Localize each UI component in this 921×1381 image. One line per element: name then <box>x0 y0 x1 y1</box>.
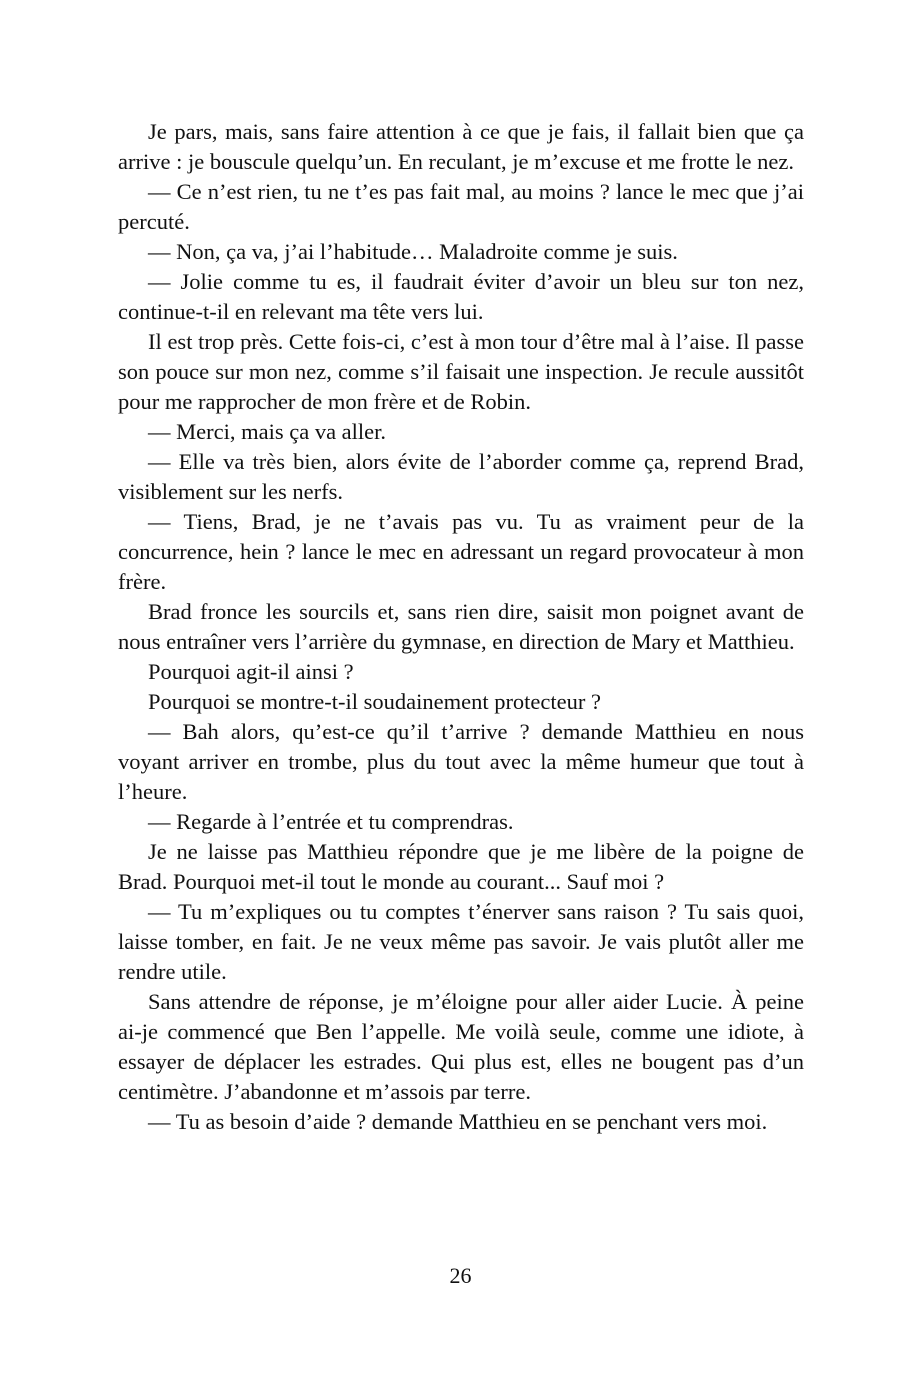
paragraph: — Non, ça va, j’ai l’habitude… Maladroite comme je suis. <box>148 239 678 264</box>
page-number: 26 <box>449 1263 472 1288</box>
paragraph: Brad fronce les sourcils et, sans rien dire, saisit mon poignet avant de nous entraîner vers l’arrière du gymnase, en direction de Mary et Matthieu. <box>118 599 804 654</box>
paragraph: — Tu as besoin d’aide ? demande Matthieu en se penchant vers moi. <box>148 1109 768 1134</box>
body-text <box>118 117 804 1137</box>
paragraph: Pourquoi se montre-t-il soudainement protecteur ? <box>148 689 601 714</box>
paragraph: — Merci, mais ça va aller. <box>148 419 387 444</box>
paragraph: Pourquoi agit-il ainsi ? <box>148 659 354 684</box>
paragraph: Sans attendre de réponse, je m’éloigne pour aller aider Lucie. À peine ai-je commencé que Ben l’appelle. Me voilà seule, comme une idiote, à essayer de déplacer les estrades. Qui plus est, elles ne bougent pas d’un centimètre. J’abandonne et m’assois par terre. <box>118 989 804 1104</box>
paragraph: Il est trop près. Cette fois-ci, c’est à mon tour d’être mal à l’aise. Il passe son pouce sur mon nez, comme s’il faisait une inspection. Je recule aussitôt pour me rapprocher de mon frère et de Robin. <box>118 329 804 414</box>
paragraph: — Elle va très bien, alors évite de l’aborder comme ça, reprend Brad, visiblement sur les nerfs. <box>118 449 804 504</box>
paragraph: — Ce n’est rien, tu ne t’es pas fait mal, au moins ? lance le mec que j’ai percuté. <box>118 179 804 234</box>
paragraph: — Regarde à l’entrée et tu comprendras. <box>148 809 514 834</box>
paragraph: — Bah alors, qu’est-ce qu’il t’arrive ? demande Matthieu en nous voyant arriver en trombe, plus du tout avec la même humeur que tout à l’heure. <box>118 719 804 804</box>
paragraph: Je pars, mais, sans faire attention à ce que je fais, il fallait bien que ça arrive : je bouscule quelqu’un. En reculant, je m’excuse et me frotte le nez. <box>118 119 804 174</box>
paragraph: — Tu m’expliques ou tu comptes t’énerver sans raison ? Tu sais quoi, laisse tomber, en fait. Je ne veux même pas savoir. Je vais plutôt aller me rendre utile. <box>118 899 804 984</box>
paragraph: — Tiens, Brad, je ne t’avais pas vu. Tu as vraiment peur de la concurrence, hein ? lance le mec en adressant un regard provocateur à mon frère. <box>118 509 804 594</box>
paragraph: Je ne laisse pas Matthieu répondre que je me libère de la poigne de Brad. Pourquoi met-il tout le monde au courant... Sauf moi ? <box>118 839 804 894</box>
paragraph: — Jolie comme tu es, il faudrait éviter d’avoir un bleu sur ton nez, continue-t-il en relevant ma tête vers lui. <box>118 269 804 324</box>
